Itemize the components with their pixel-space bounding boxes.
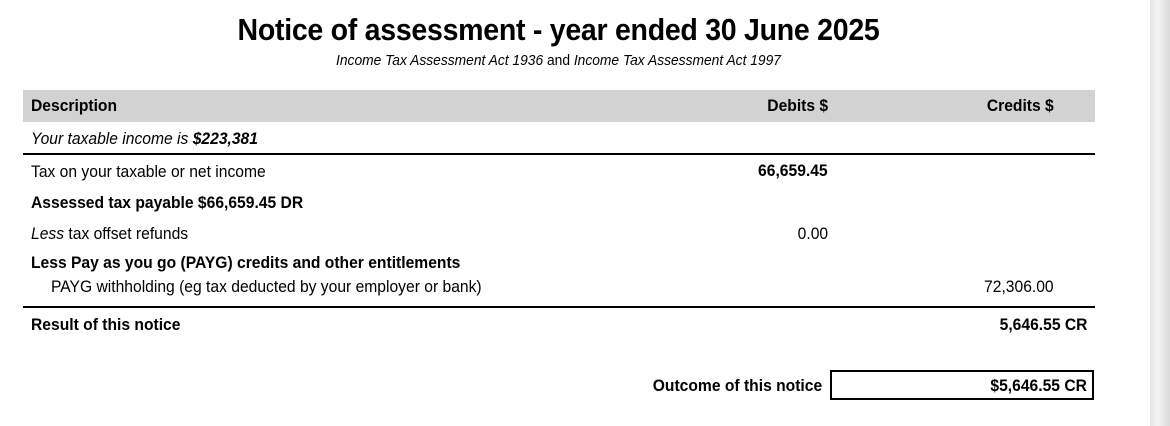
header-debits: Debits $	[767, 96, 828, 115]
notice-subtitle	[45, 52, 1073, 69]
result-label: Result of this notice	[31, 315, 181, 334]
tax-on-income-debit: 66,659.45	[758, 161, 828, 180]
offset-refunds-label: tax offset refunds	[68, 224, 189, 243]
table-header	[23, 90, 1095, 122]
tax-on-income-label: Tax on your taxable or net income	[31, 162, 266, 181]
offset-refunds-debit: 0.00	[797, 224, 828, 243]
offset-refunds-row	[31, 224, 188, 244]
taxable-income-value: $223,381	[192, 129, 258, 148]
taxable-income-row	[31, 129, 258, 149]
taxable-income-label: Your taxable income is	[31, 129, 189, 148]
divider-line	[23, 306, 1095, 308]
act-1936: Income Tax Assessment Act 1936	[336, 52, 544, 69]
notice-title: Notice of assessment - year ended 30 June 2025	[237, 12, 880, 47]
outcome-value: $5,646.55 CR	[990, 376, 1087, 395]
subtitle-conjunction: and	[546, 52, 571, 69]
less-word: Less	[31, 224, 65, 243]
assessed-tax-row: Assessed tax payable $66,659.45 DR	[31, 193, 304, 212]
header-credits: Credits $	[987, 96, 1054, 115]
payg-withholding-label: PAYG withholding (eg tax deducted by your employer or bank)	[51, 277, 482, 296]
payg-withholding-credit: 72,306.00	[984, 277, 1054, 296]
payg-heading: Less Pay as you go (PAYG) credits and other entitlements	[31, 253, 461, 272]
header-description: Description	[31, 96, 118, 115]
act-1997: Income Tax Assessment Act 1997	[573, 52, 781, 69]
outcome-label: Outcome of this notice	[652, 376, 822, 395]
divider-line	[23, 153, 1095, 155]
result-value: 5,646.55 CR	[999, 315, 1087, 334]
scrollbar-track[interactable]	[1150, 0, 1170, 426]
